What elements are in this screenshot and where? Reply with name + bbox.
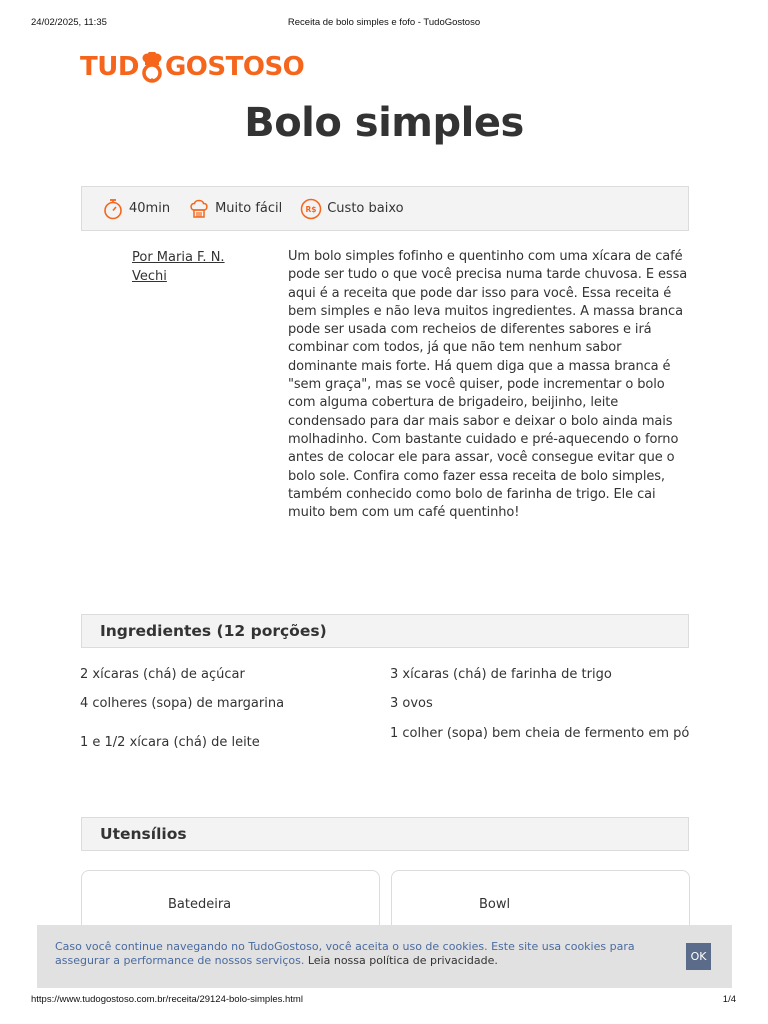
recipe-title: Bolo simples [244,100,524,146]
time-info [102,198,170,220]
page-number: 1/4 [722,994,736,1005]
ingredient-item: 4 colheres (sopa) de margarina [80,696,285,711]
print-footer [0,994,768,1008]
difficulty-info [188,198,282,220]
money-badge-icon [300,198,322,220]
ingredients-header: Ingredientes (12 porções) [81,614,689,648]
recipe-info-bar [81,186,689,231]
chef-hat-icon [188,198,210,220]
print-title: Receita de bolo simples e fofo - TudoGostoso [287,17,481,28]
difficulty-value: Muito fácil [215,201,283,216]
print-header [0,17,768,31]
money-badge-label: R$ [305,204,317,214]
cookie-banner [37,925,732,988]
print-url: https://www.tudogostoso.com.br/receita/29124-bolo-simples.html [31,994,303,1005]
utensils-header: Utensílios [81,817,689,851]
ingredient-item: 1 e 1/2 xícara (chá) de leite [80,735,260,750]
stopwatch-icon [102,198,124,220]
cost-value: Custo baixo [327,201,404,216]
ingredient-item: 3 ovos [390,696,433,711]
ingredient-item: 1 colher (sopa) bem cheia de fermento em pó [390,726,690,741]
author-link[interactable]: Por Maria F. N. Vechi [132,250,225,284]
cookie-text [55,940,665,968]
cookie-ok-button[interactable]: OK [686,943,711,970]
ingredient-item: 2 xícaras (chá) de açúcar [80,667,245,682]
ingredient-item: 3 xícaras (chá) de farinha de trigo [390,667,612,682]
cookie-message: Caso você continue navegando no TudoGostoso, você aceita o uso de cookies. Este site usa cookies para assegurar a performance de nossos serviços. [55,940,635,967]
print-date: 24/02/2025, 11:35 [31,17,107,28]
site-logo[interactable] [80,50,304,84]
time-value: 40min [129,201,171,216]
cookie-text-end: . [494,954,498,967]
logo-text-part1: TUD [80,52,139,82]
recipe-description: Um bolo simples fofinho e quentinho com uma xícara de café pode ser tudo o que você precisa numa tarde chuvosa. E essa aqui é a receita que pode dar isso para você. Essa receita é bem simples e não leva muitos ingredientes. A massa branca pode ser usada com recheios de diferentes sabores e irá combinar com todos, já que não tem nenhum sabor dominante mais forte. Há quem diga que a massa branca é "sem graça", mas se você quiser, pode incrementar o bolo com alguma cobertura de brigadeiro, beijinho, leite condensado para dar mais sabor e deixar o bolo ainda mais molhadinho. Com bastante cuidado e pré-aquecendo o forno antes de colocar ele para assar, você consegue evitar que o bolo sole. Confira como fazer essa receita de bolo simples, também conhecido como bolo de farinha de trigo. Ele cai muito bem com um café quentinho! [288,249,688,521]
utensil-label: Bowl [479,897,511,912]
utensil-label: Batedeira [168,897,232,912]
chef-logo-icon [140,52,164,82]
cost-info [300,198,403,220]
logo-text-part2: GOSTOSO [164,52,305,82]
privacy-policy-link[interactable]: Leia nossa política de privacidade [307,954,495,967]
